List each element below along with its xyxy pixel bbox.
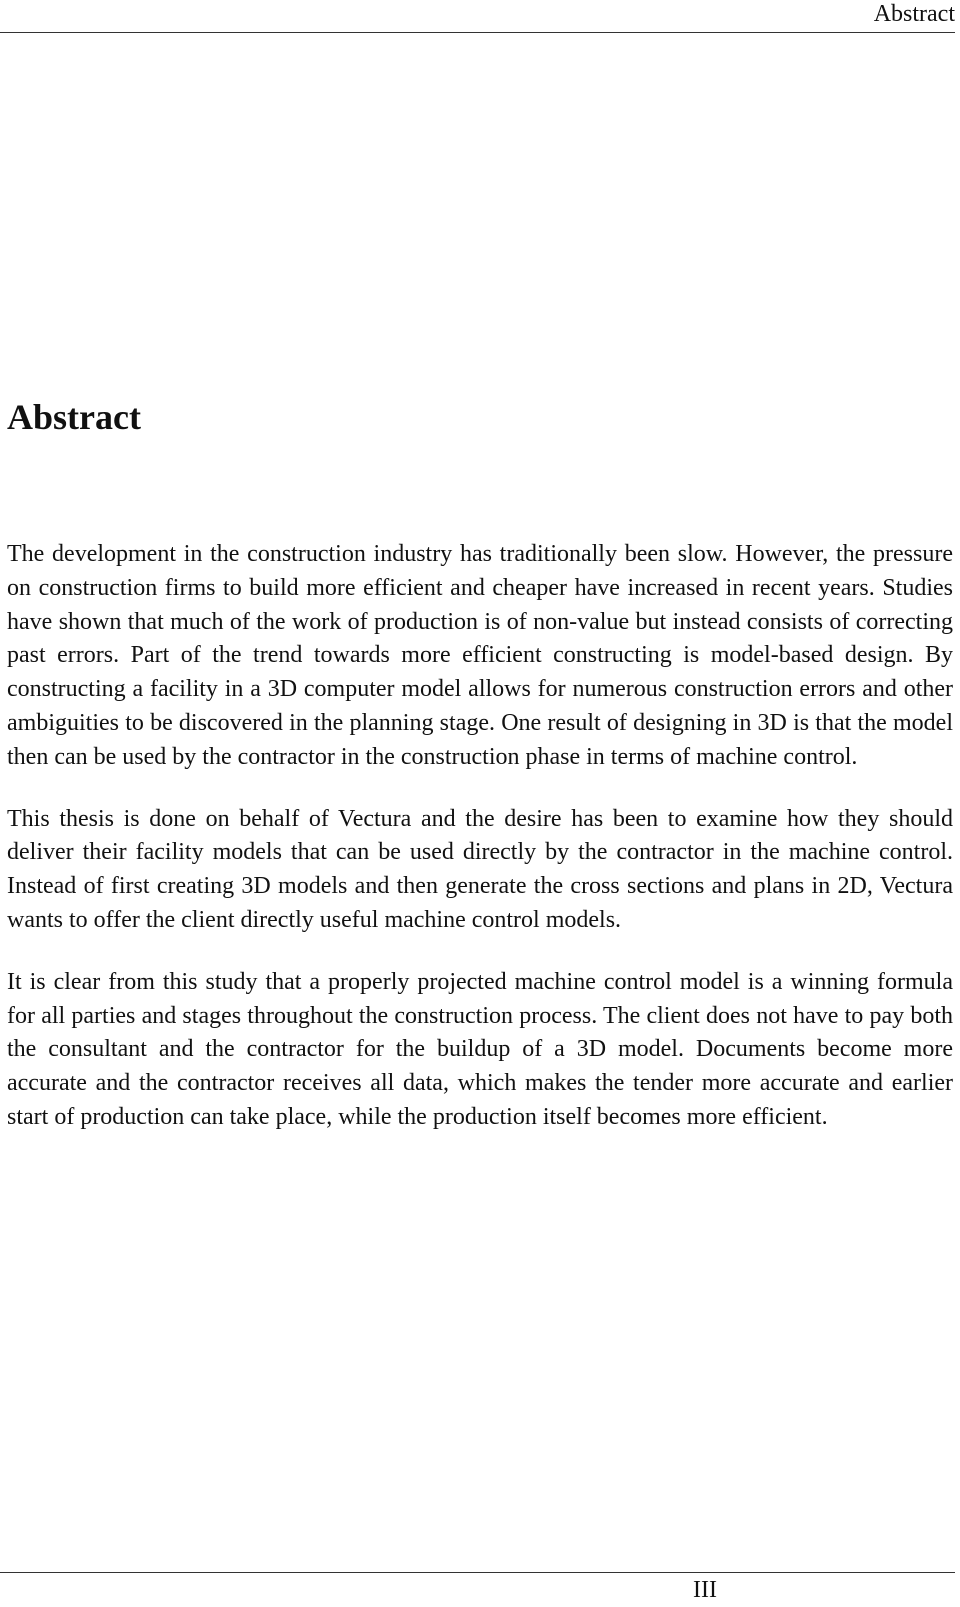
running-header-title: Abstract xyxy=(873,1,955,27)
page-title: Abstract xyxy=(7,397,141,437)
abstract-paragraph-2: This thesis is done on behalf of Vectura and the desire has been to examine how they should deliver their facility models that can be used directly by the contractor in the machine control. Instead of first creating 3D models and then generate the cross sections and plans in 2D, Vectura wants to offer the client directly useful machine control models. xyxy=(7,805,953,933)
abstract-body xyxy=(7,538,953,1163)
abstract-paragraph-1: The development in the construction industry has traditionally been slow. However, the pressure on construction firms to build more efficient and cheaper have increased in recent years. Studies have shown that much of the work of production is of non-value but instead consists of correcting past errors. Part of the trend towards more efficient constructing is model-based design. By constructing a facility in a 3D computer model allows for numerous construction errors and other ambiguities to be discovered in the planning stage. One result of designing in 3D is that the model then can be used by the contractor in the construction phase in terms of machine control. xyxy=(7,541,953,770)
page-number: III xyxy=(693,1577,717,1603)
abstract-paragraph-3: It is clear from this study that a properly projected machine control model is a winning formula for all parties and stages throughout the construction process. The client does not have to pay both the consultant and the contractor for the buildup of a 3D model. Documents become more accurate and the contractor receives all data, which makes the tender more accurate and earlier start of production can take place, while the production itself becomes more efficient. xyxy=(7,968,953,1130)
running-header xyxy=(0,0,955,33)
running-footer xyxy=(0,1572,955,1607)
